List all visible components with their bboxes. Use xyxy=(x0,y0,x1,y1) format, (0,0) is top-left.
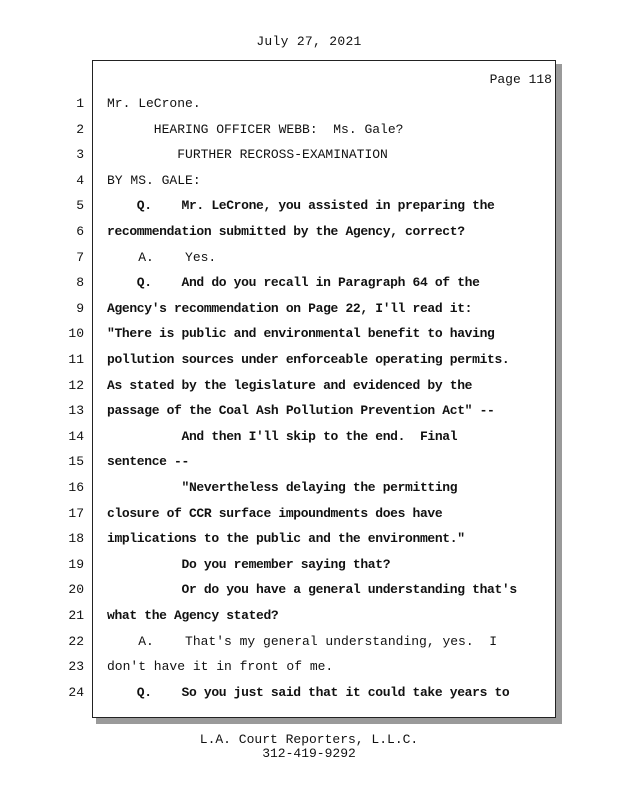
line-number: 9 xyxy=(76,301,84,316)
transcript-line-text: BY MS. GALE: xyxy=(107,173,201,188)
line-number: 10 xyxy=(68,326,84,341)
line-number: 2 xyxy=(76,122,84,137)
line-number: 11 xyxy=(68,352,84,367)
transcript-line-text: Mr. LeCrone. xyxy=(107,96,201,111)
line-number: 8 xyxy=(76,275,84,290)
transcript-line-text: passage of the Coal Ash Pollution Prevention Act" -- xyxy=(107,403,495,418)
transcript-line-text: Or do you have a general understanding that's xyxy=(107,582,517,597)
line-number: 22 xyxy=(68,634,84,649)
transcript-line-text: sentence -- xyxy=(107,454,189,469)
line-number: 18 xyxy=(68,531,84,546)
line-number: 16 xyxy=(68,480,84,495)
transcript-line-text: As stated by the legislature and evidenced by the xyxy=(107,378,473,393)
transcript-line-text: implications to the public and the environment." xyxy=(107,531,465,546)
transcript-line-text: And then I'll skip to the end. Final xyxy=(107,429,458,444)
transcript-line-text: Q. So you just said that it could take years to xyxy=(107,685,510,700)
transcript-line-text: FURTHER RECROSS-EXAMINATION xyxy=(107,147,388,162)
transcript-line-text: don't have it in front of me. xyxy=(107,659,334,674)
transcript-line-text: "There is public and environmental benefit to having xyxy=(107,326,495,341)
line-number: 7 xyxy=(76,250,84,265)
page-number: Page 118 xyxy=(489,72,552,87)
transcript-line-text: Agency's recommendation on Page 22, I'll read it: xyxy=(107,301,473,316)
footer-company: L.A. Court Reporters, L.L.C. xyxy=(199,732,419,747)
transcript-line-text: HEARING OFFICER WEBB: Ms. Gale? xyxy=(107,122,404,137)
line-number: 12 xyxy=(68,378,84,393)
line-number: 6 xyxy=(76,224,84,239)
line-number: 14 xyxy=(68,429,84,444)
line-number: 21 xyxy=(68,608,84,623)
transcript-line-text: what the Agency stated? xyxy=(107,608,279,623)
transcript-line-text: pollution sources under enforceable operating permits. xyxy=(107,352,510,367)
transcript-line-text: A. Yes. xyxy=(107,250,217,265)
footer-phone: 312-419-9292 xyxy=(262,746,356,761)
line-number: 15 xyxy=(68,454,84,469)
line-number: 19 xyxy=(68,557,84,572)
transcript-line-text: Q. And do you recall in Paragraph 64 of the xyxy=(107,275,480,290)
transcript-line-text: Do you remember saying that? xyxy=(107,557,391,572)
transcript-line-text: A. That's my general understanding, yes. I xyxy=(107,634,498,649)
transcript-line-text: closure of CCR surface impoundments does have xyxy=(107,506,443,521)
line-number: 3 xyxy=(76,147,84,162)
transcript-line-text: "Nevertheless delaying the permitting xyxy=(107,480,458,495)
transcript-line-text: Q. Mr. LeCrone, you assisted in preparing the xyxy=(107,198,495,213)
line-number: 17 xyxy=(68,506,84,521)
line-number: 4 xyxy=(76,173,84,188)
line-number: 5 xyxy=(76,198,84,213)
line-number: 24 xyxy=(68,685,84,700)
line-number: 20 xyxy=(68,582,84,597)
line-number: 1 xyxy=(76,96,84,111)
transcript-date: July 27, 2021 xyxy=(256,34,362,49)
line-number: 23 xyxy=(68,659,84,674)
transcript-line-text: recommendation submitted by the Agency, correct? xyxy=(107,224,465,239)
line-number: 13 xyxy=(68,403,84,418)
